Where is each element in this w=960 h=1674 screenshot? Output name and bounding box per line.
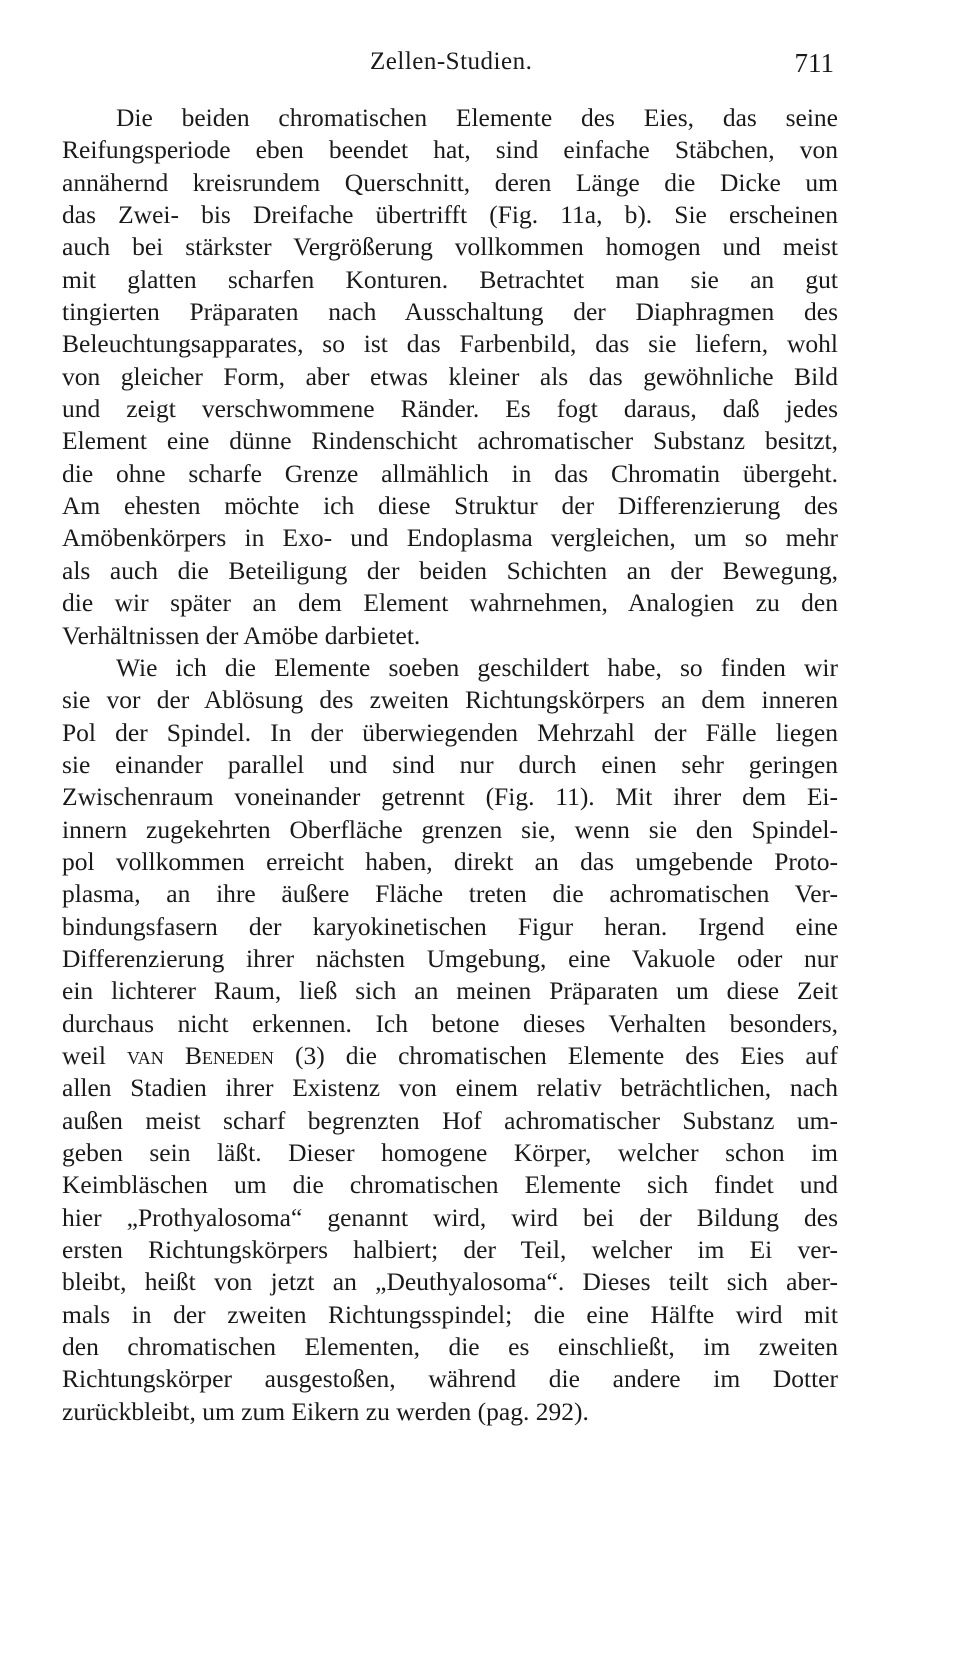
body-text: [62, 102, 838, 1428]
text-line: Element eine dünne Rindenschicht achromatischer Substanz besitzt,: [62, 426, 838, 456]
book-page: [62, 48, 838, 1428]
text-line: sie einander parallel und sind nur durch einen sehr geringen: [62, 749, 838, 779]
text-line: plasma, an ihre äußere Fläche treten die achromatischen Ver-: [62, 879, 838, 909]
text-line: und zeigt verschwommene Ränder. Es fogt daraus, daß jedes: [62, 394, 838, 424]
text-line: als auch die Beteiligung der beiden Schichten an der Bewegung,: [62, 555, 838, 585]
paragraph: [62, 652, 838, 1428]
text-line: Differenzierung ihrer nächsten Umgebung, eine Vakuole oder nur: [62, 943, 838, 973]
text-line: Amöbenkörpers in Exo- und Endoplasma vergleichen, um so mehr: [62, 523, 838, 553]
text-line: geben sein läßt. Dieser homogene Körper, welcher schon im: [62, 1138, 838, 1167]
text-line: Verhältnissen der Amöbe darbietet.: [62, 620, 421, 650]
author-name: van Beneden: [127, 1040, 274, 1070]
text-line: allen Stadien ihrer Existenz von einem relativ beträchtlichen, nach: [62, 1073, 838, 1103]
text-line: Reifungsperiode eben beendet hat, sind einfache Stäbchen, von: [62, 135, 838, 165]
text-line: Beleuchtungsapparates, so ist das Farbenbild, das sie liefern, wohl: [62, 329, 838, 359]
text-line: Die beiden chromatischen Elemente des Eies, das seine: [116, 103, 838, 132]
text-line: Keimbläschen um die chromatischen Elemente sich findet und: [62, 1170, 838, 1200]
running-title: Zellen-Studien.: [370, 48, 533, 75]
text-line: tingierten Präparaten nach Ausschaltung der Diaphragmen des: [62, 297, 838, 327]
text-line: weil van Beneden (3) die chromatischen Elemente des Eies auf: [62, 1040, 838, 1070]
running-header: [62, 48, 838, 88]
text-line: den chromatischen Elementen, die es einschließt, im zweiten: [62, 1332, 838, 1362]
text-line: sie vor der Ablösung des zweiten Richtungskörpers an dem inneren: [62, 685, 838, 715]
text-line: hier „Prothyalosoma“ genannt wird, wird bei der Bildung des: [62, 1202, 838, 1232]
text-line: ersten Richtungskörpers halbiert; der Teil, welcher im Ei ver-: [62, 1235, 838, 1265]
text-line: die ohne scharfe Grenze allmählich in das Chromatin übergeht.: [62, 458, 838, 488]
text-line: zurückbleibt, um zum Eikern zu werden (pag. 292).: [62, 1396, 589, 1426]
text-line: durchaus nicht erkennen. Ich betone dieses Verhalten besonders,: [62, 1008, 838, 1038]
text-line: pol vollkommen erreicht haben, direkt an das umgebende Proto-: [62, 846, 838, 876]
text-line: ein lichterer Raum, ließ sich an meinen Präparaten um diese Zeit: [62, 976, 838, 1006]
text-line: Wie ich die Elemente soeben geschildert habe, so finden wir: [116, 652, 838, 682]
text-line: Richtungskörper ausgestoßen, während die andere im Dotter: [62, 1364, 838, 1394]
text-line: auch bei stärkster Vergrößerung vollkommen homogen und meist: [62, 232, 838, 262]
text-line: von gleicher Form, aber etwas kleiner als das gewöhnliche Bild: [62, 361, 838, 391]
text-line: innern zugekehrten Oberfläche grenzen sie, wenn sie den Spindel-: [62, 814, 838, 844]
text-line: Am ehesten möchte ich diese Struktur der Differenzierung des: [62, 491, 838, 521]
paragraph: [62, 102, 838, 652]
text-line: Zwischenraum voneinander getrennt (Fig. 11). Mit ihrer dem Ei-: [62, 782, 838, 812]
text-line: bleibt, heißt von jetzt an „Deuthyalosoma“. Dieses teilt sich aber-: [62, 1267, 838, 1297]
text-line: mals in der zweiten Richtungsspindel; die eine Hälfte wird mit: [62, 1299, 838, 1329]
text-line: das Zwei- bis Dreifache übertrifft (Fig. 11a, b). Sie erscheinen: [62, 200, 838, 230]
text-line: die wir später an dem Element wahrnehmen, Analogien zu den: [62, 588, 838, 618]
text-line: außen meist scharf begrenzten Hof achromatischer Substanz um-: [62, 1105, 838, 1135]
text-line: bindungsfasern der karyokinetischen Figur heran. Irgend eine: [62, 911, 838, 941]
text-line: Pol der Spindel. In der überwiegenden Mehrzahl der Fälle liegen: [62, 717, 838, 747]
page-number: 711: [794, 48, 834, 78]
text-line: annähernd kreisrundem Querschnitt, deren Länge die Dicke um: [62, 167, 838, 197]
text-line: mit glatten scharfen Konturen. Betrachtet man sie an gut: [62, 264, 838, 294]
